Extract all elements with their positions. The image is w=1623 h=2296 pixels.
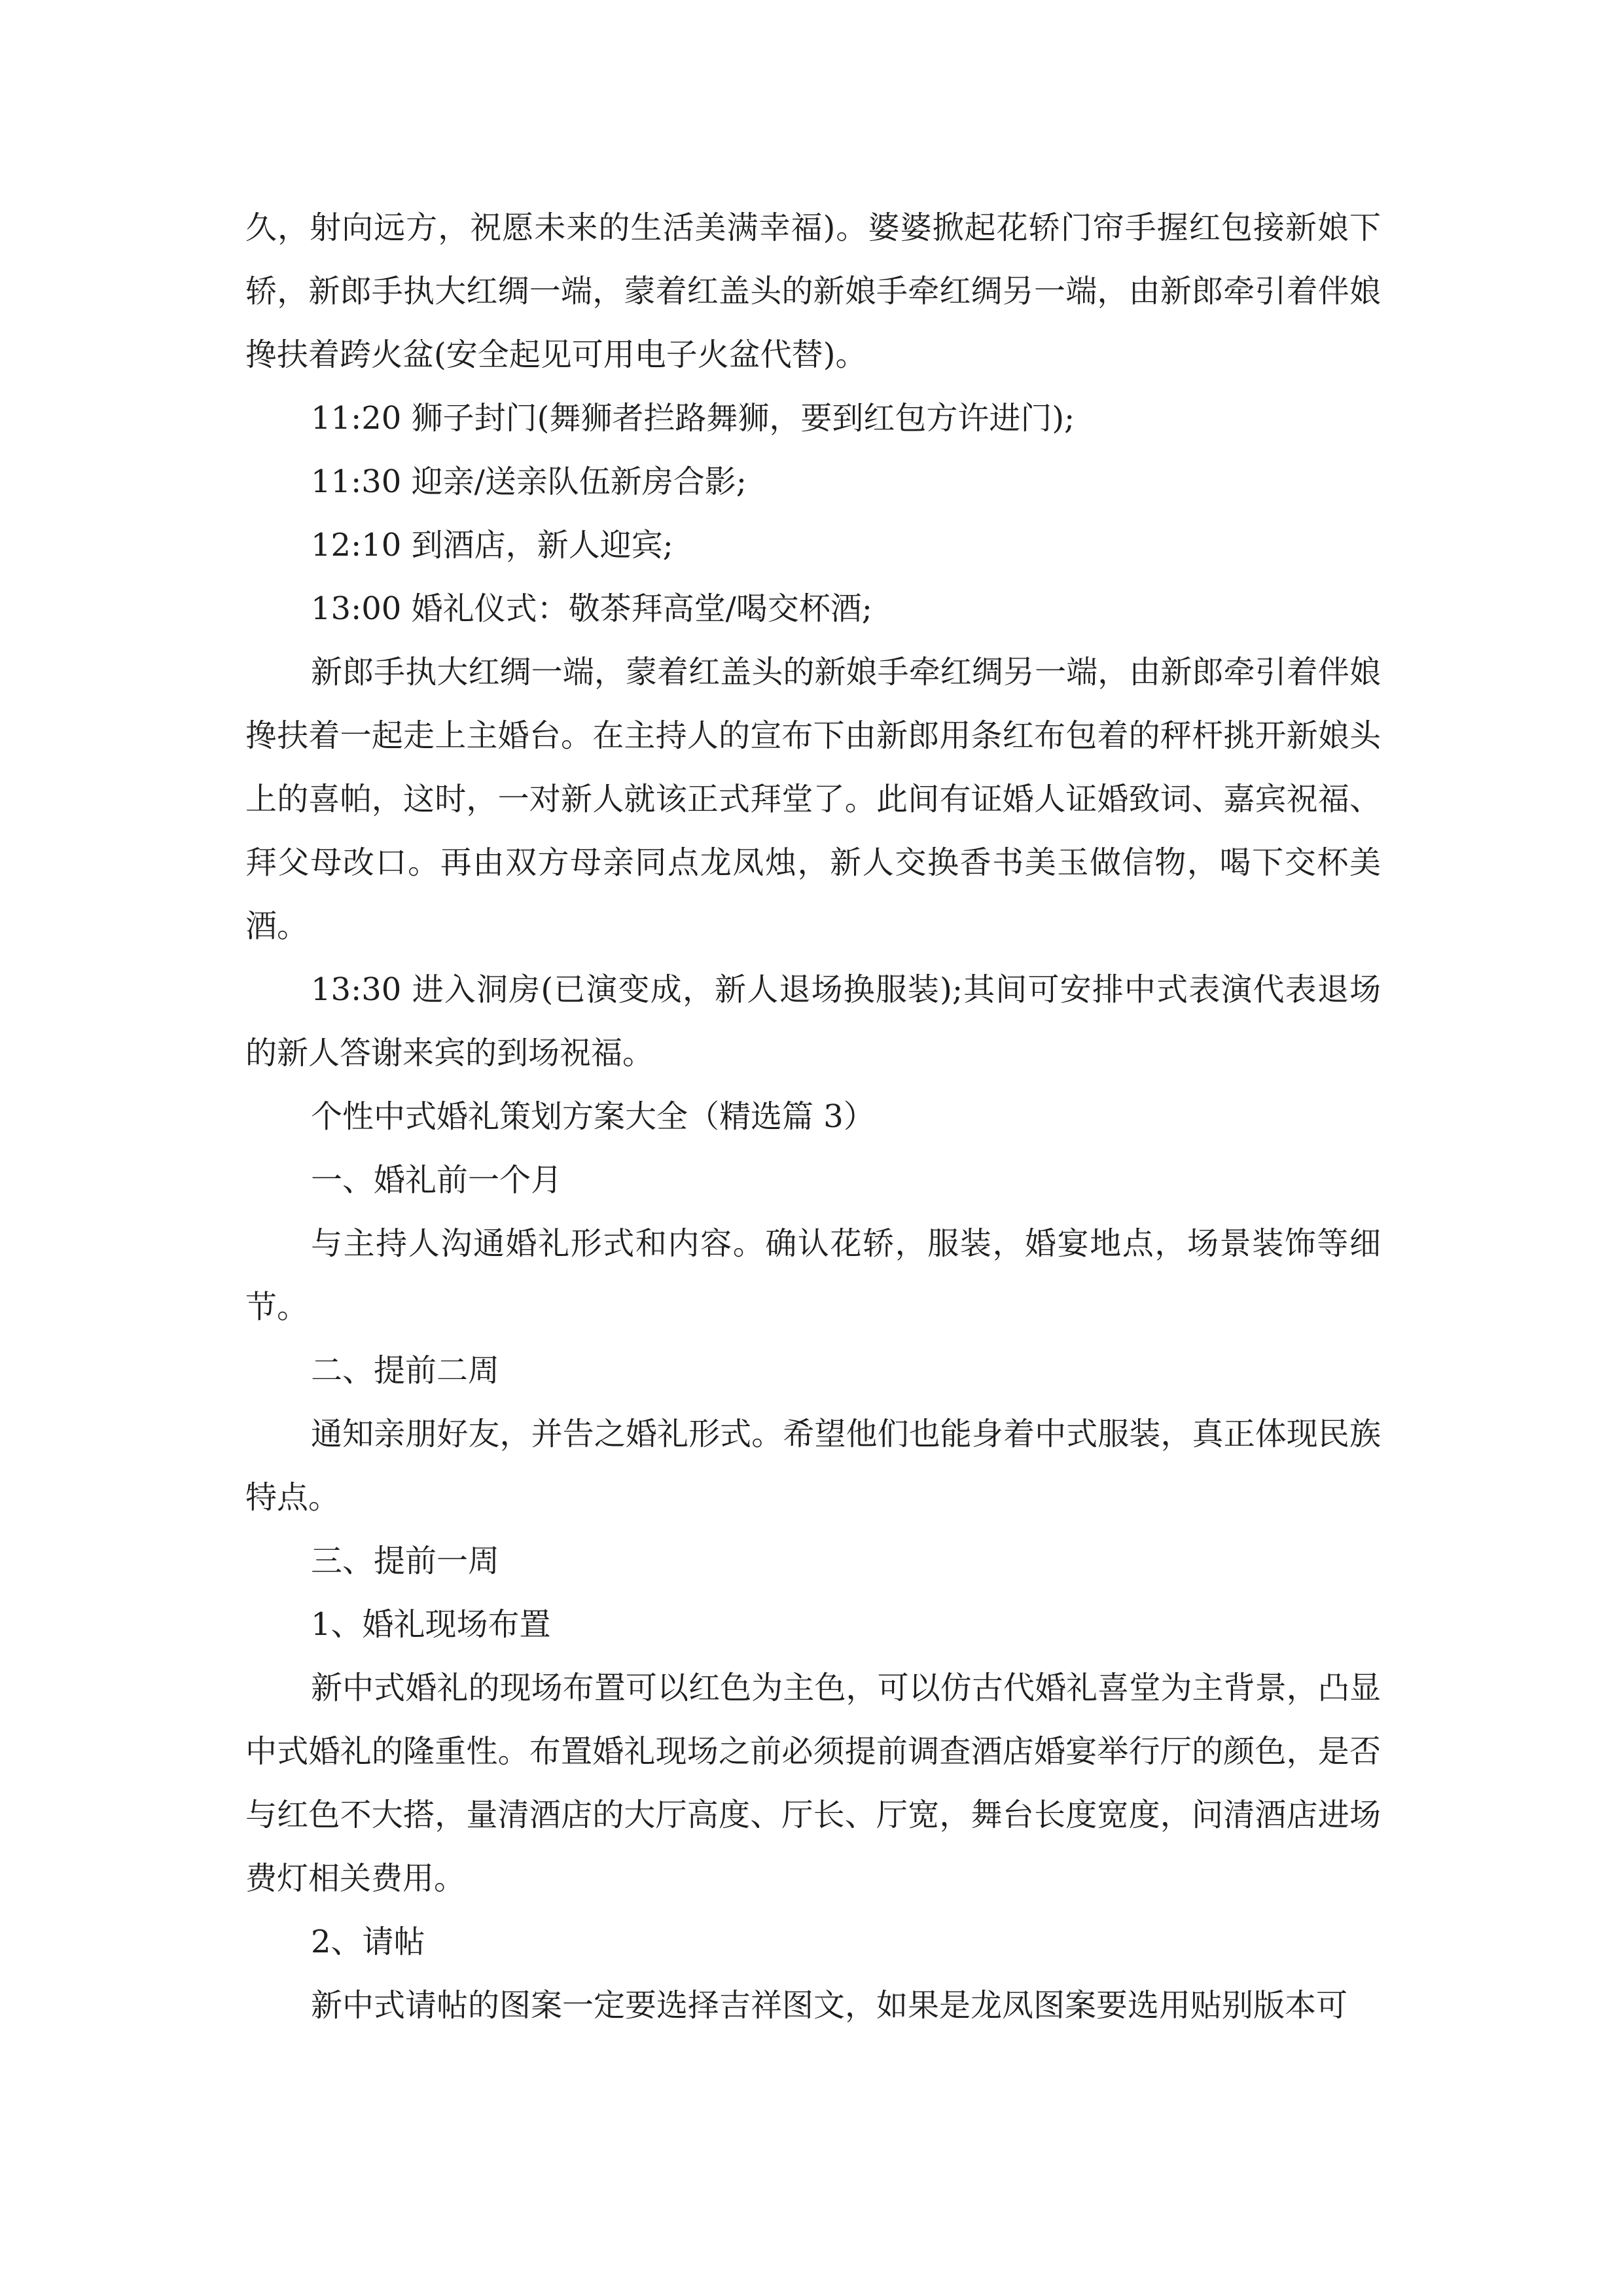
heading-one-month: 一、婚礼前一个月 [311,1162,563,1198]
ceremony-paragraph: 新郎手执大红绸一端，蒙着红盖头的新娘手牵红绸另一端，由新郎牵引着伴娘搀扶着一起走上主婚台。在主持人的宣布下由新郎用条红布包着的秤杆挑开新娘头上的喜帕，这时，一对新人就该正式拜堂了。此间有证婚人证婚致词、嘉宾祝福、拜父母改口。再由双方母亲同点龙凤烛，新人交换香书美玉做信物，喝下交杯美酒。 [245,654,1381,944]
section-title: 个性中式婚礼策划方案大全（精选篇 3） [311,1098,875,1135]
schedule-item-1210: 12:10 到酒店，新人迎宾; [311,527,673,564]
heading-two-weeks: 二、提前二周 [311,1352,500,1389]
schedule-item-1330: 13:30 进入洞房(已演变成，新人退场换服装);其间可安排中式表演代表退场的新人答谢来宾的到场祝福。 [245,971,1381,1071]
subheading-venue: 1、婚礼现场布置 [311,1606,551,1643]
subheading-invitation: 2、请帖 [311,1924,425,1960]
schedule-item-1300: 13:00 婚礼仪式：敬茶拜高堂/喝交杯酒; [311,590,872,627]
schedule-item-1120: 11:20 狮子封门(舞狮者拦路舞狮，要到红包方许进门); [311,400,1075,437]
document-body [245,196,1381,2037]
paragraph-venue: 新中式婚礼的现场布置可以红色为主色，可以仿古代婚礼喜堂为主背景，凸显中式婚礼的隆重性。布置婚礼现场之前必须提前调查酒店婚宴举行厅的颜色，是否与红色不大搭，量清酒店的大厅高度、厅长、厅宽，舞台长度宽度，问清酒店进场费灯相关费用。 [245,1670,1381,1897]
schedule-item-1130: 11:30 迎亲/送亲队伍新房合影; [311,463,747,500]
paragraph-invitation: 新中式请帖的图案一定要选择吉祥图文，如果是龙凤图案要选用贴别版本可 [311,1987,1348,2024]
paragraph-one-month: 与主持人沟通婚礼形式和内容。确认花轿，服装，婚宴地点，场景装饰等细节。 [245,1225,1381,1325]
paragraph-continuation: 久，射向远方，祝愿未来的生活美满幸福)。婆婆掀起花轿门帘手握红包接新娘下轿，新郎手执大红绸一端，蒙着红盖头的新娘手牵红绸另一端，由新郎牵引着伴娘搀扶着跨火盆(安全起见可用电子火盆代替)。 [245,209,1381,373]
heading-one-week: 三、提前一周 [311,1543,500,1579]
paragraph-two-weeks: 通知亲朋好友，并告之婚礼形式。希望他们也能身着中式服装，真正体现民族特点。 [245,1416,1381,1516]
